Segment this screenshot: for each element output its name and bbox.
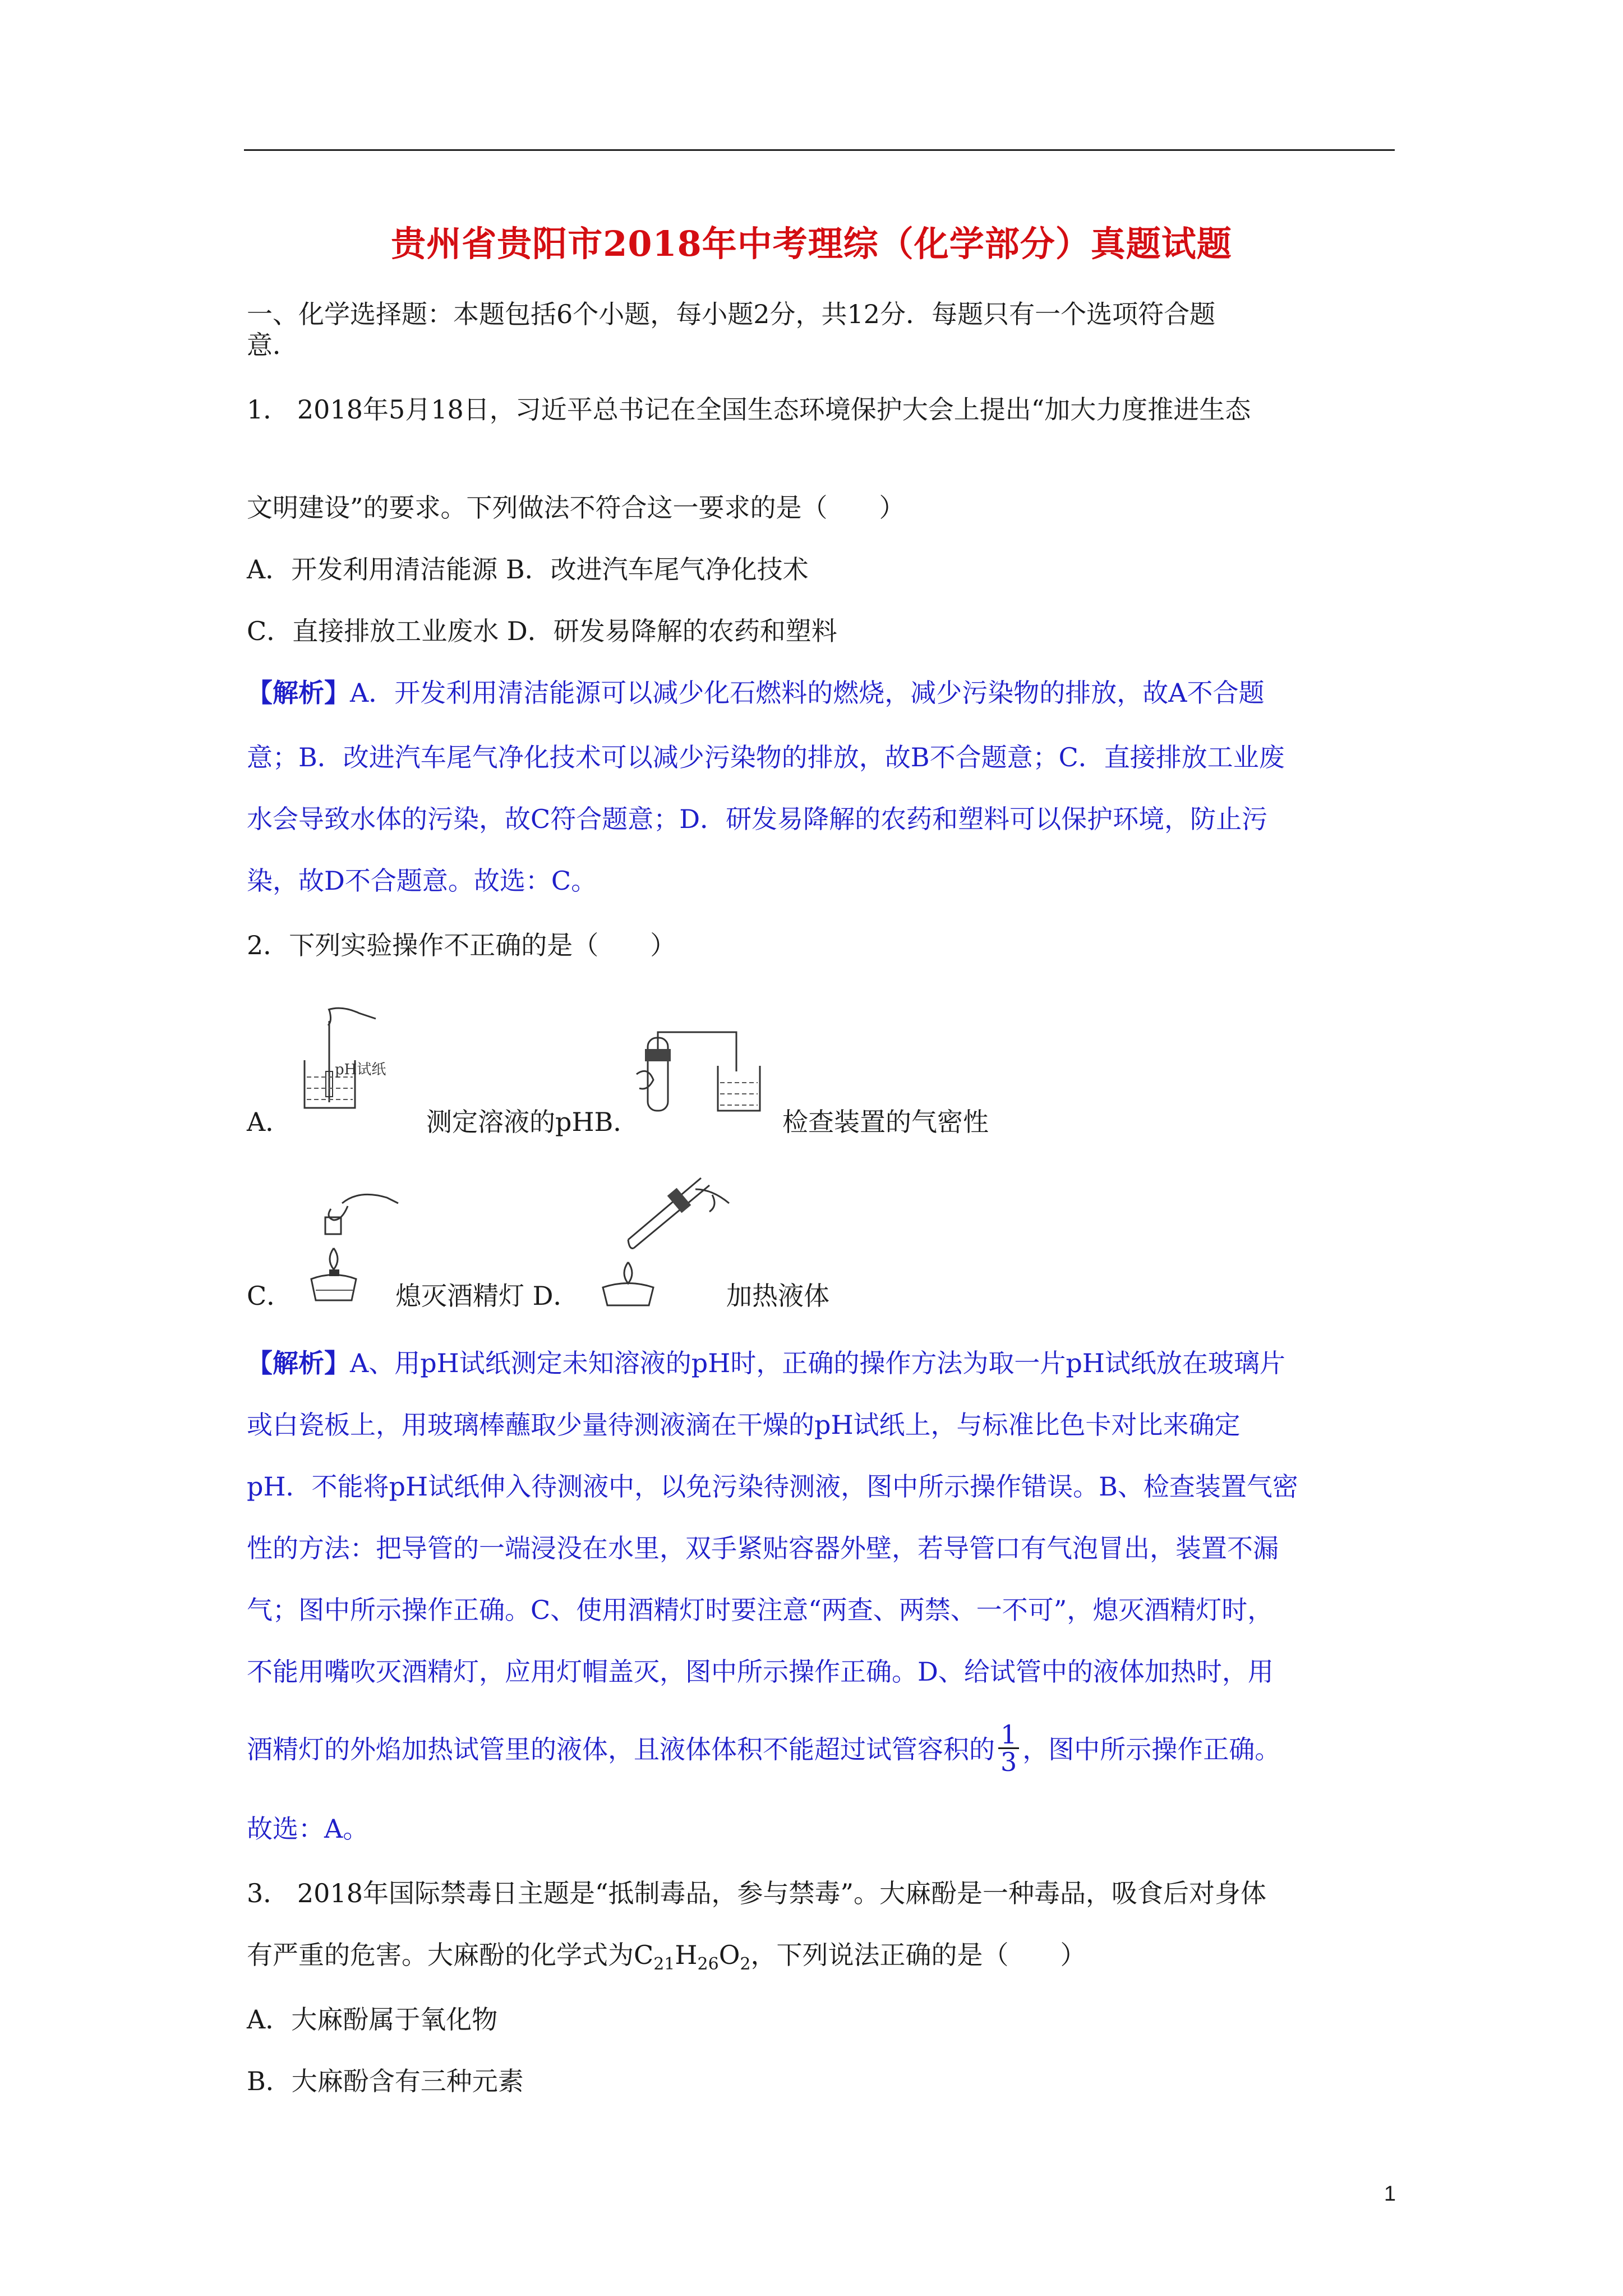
ph-test-figure [294, 1004, 390, 1116]
q3-stem-text-b: H [675, 1940, 698, 1970]
page-title: 贵州省贵阳市2018年中考理综（化学部分）真题试题 [391, 223, 1232, 264]
q2-option-b-text: 检查装置的气密性 [782, 1107, 989, 1137]
q2-explanation-line1 [247, 1346, 1285, 1380]
q2-explanation-line2: 或白瓷板上，用玻璃棒蘸取少量待测液滴在干燥的pH试纸上，与标准比色卡对比来确定 [247, 1410, 1241, 1440]
q2-option-a-text: 测定溶液的pHB． [426, 1107, 639, 1137]
q3-stem-text-d: ，下列说法正确的是（ ） [750, 1940, 1086, 1970]
q3-stem-line2 [247, 1938, 1086, 1981]
q2-exp-text7b: ，图中所示操作正确。 [1022, 1734, 1281, 1765]
q2-option-d-text: 加热液体 [726, 1281, 829, 1311]
q3-stem-text-a: 有严重的危害。大麻酚的化学式为C [247, 1940, 654, 1970]
ph-paper-label: pH试纸 [335, 1061, 386, 1078]
q1-explanation-line4: 染，故D不合题意。故选：C。 [247, 866, 597, 896]
q2-stem: 2．下列实验操作不正确的是（ ） [247, 930, 676, 960]
q2-explanation-line7 [247, 1719, 1281, 1778]
q3-stem-line1: 3． 2018年国际禁毒日主题是“抵制毒品，参与禁毒”。大麻酚是一种毒品，吸食后对身体 [247, 1878, 1266, 1908]
q1-options-ab: A．开发利用清洁能源 B．改进汽车尾气净化技术 [247, 554, 809, 585]
q1-explanation-line2: 意；B．改进汽车尾气净化技术可以减少污染物的排放，故B不合题意；C．直接排放工业废 [247, 742, 1285, 772]
q2-option-c-label: C． [247, 1281, 293, 1311]
q1-options-cd: C．直接排放工业废水 D．研发易降解的农药和塑料 [247, 616, 837, 646]
q3-option-a: A．大麻酚属于氧化物 [247, 2004, 498, 2035]
q1-stem-line1: 1． 2018年5月18日，习近平总书记在全国生态环境保护大会上提出“加大力度推进生态 [247, 394, 1251, 425]
q2-exp-text7a: 酒精灯的外焰加热试管里的液体，且液体体积不能超过试管容积的 [247, 1734, 995, 1765]
section-heading-line2: 意． [247, 330, 298, 360]
q1-explanation-line1 [247, 676, 1264, 710]
subscript-o: 2 [740, 1954, 751, 1975]
subscript-c: 21 [653, 1954, 675, 1975]
q1-stem-line2: 文明建设”的要求。下列做法不符合这一要求的是（ ） [247, 493, 905, 523]
q2-explanation-line6: 不能用嘴吹灭酒精灯，应用灯帽盖灭，图中所示操作正确。D、给试管中的液体加热时，用 [247, 1657, 1274, 1687]
page-number: 1 [1384, 2182, 1396, 2206]
fraction-denominator: 3 [1000, 1747, 1017, 1777]
section-heading-line1: 一、化学选择题：本题包括6个小题，每小题2分，共12分．每题只有一个选项符合题 [247, 299, 1216, 329]
alcohol-lamp-figure [294, 1186, 401, 1304]
q1-exp-text1: A．开发利用清洁能源可以减少化石燃料的燃烧，减少污染物的排放，故A不合题 [350, 678, 1265, 708]
q2-explanation-line8: 故选：A。 [247, 1814, 369, 1844]
airtightness-figure [634, 1027, 780, 1122]
q2-exp-text1: A、用pH试纸测定未知溶液的pH时，正确的操作方法为取一片pH试纸放在玻璃片 [350, 1348, 1285, 1378]
q2-explanation-line5: 气；图中所示操作正确。C、使用酒精灯时要注意“两查、两禁、一不可”，熄灭酒精灯时， [247, 1595, 1274, 1625]
analysis-tag: 【解析】 [247, 1348, 350, 1378]
heating-liquid-figure [589, 1167, 735, 1307]
q3-stem-text-c: O [718, 1940, 740, 1970]
q2-option-a-label: A． [247, 1107, 292, 1137]
fraction-numerator: 1 [998, 1722, 1019, 1749]
one-third-fraction [998, 1719, 1019, 1777]
q2-explanation-line4: 性的方法：把导管的一端浸没在水里，双手紧贴容器外壁，若导管口有气泡冒出，装置不漏 [247, 1533, 1279, 1563]
q2-option-c-text: 熄灭酒精灯 D． [395, 1281, 579, 1311]
q1-explanation-line3: 水会导致水体的污染，故C符合题意；D．研发易降解的农药和塑料可以保护环境，防止污 [247, 804, 1268, 834]
header-rule [244, 149, 1395, 151]
q3-option-b: B．大麻酚含有三种元素 [247, 2066, 524, 2096]
subscript-h: 26 [697, 1954, 719, 1975]
q2-explanation-line3: pH．不能将pH试纸伸入待测液中，以免污染待测液，图中所示操作错误。B、检查装置气密 [247, 1471, 1298, 1502]
analysis-tag: 【解析】 [247, 678, 350, 708]
